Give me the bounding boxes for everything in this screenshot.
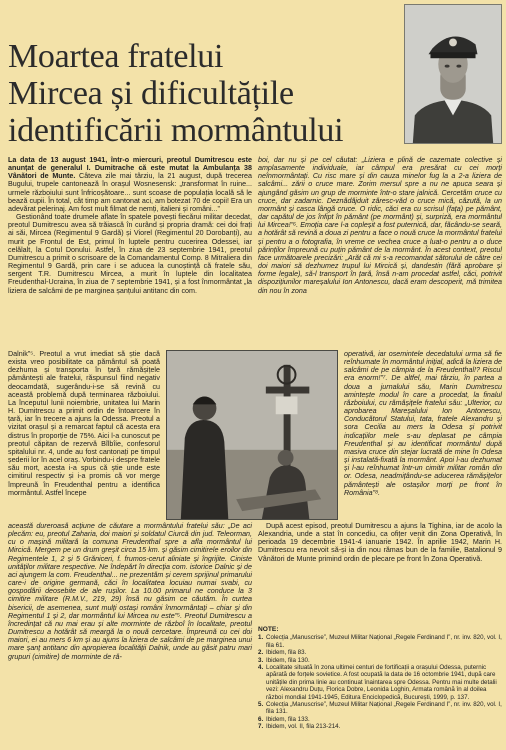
title-line-1: Moartea fratelui bbox=[8, 38, 224, 75]
paragraph: boi, dar nu și pe cel căutat: „Liziera e plină de cazemate colective și amplasamente individuale, iar câmpul era presărat cu cei morți neînmormântați. Cu risc mare și din cauza minelor fug la a 2-a liziera de salcâmi... zării o cruce mare. Zorim mersul spre a nu ne apuca seara și ajungând găsim un grup de morminte într-o stare jalnică. Cercetăm cruce cu cruce, dar zadarnic. Deznădăjduit zăresc-văd o cruce mică, căzută, la un mormânt și casca lângă cruce. O ridic, căci era cu scrisul (fața) pe pământ, dar capătul de jos înfipt în pământ (pe mormânt) și, surpriză, era mormântul lui Mircea!”⁶. Emoția care l-a copleșit a fost puternică, dar, făcându-se seară, a hotărât să revină a doua zi pentru a face o nouă cruce la mormântul fratelui și pentru a o fotografia, în vreme ce vechea cruce a luat-o pentru a o duce părinților împreună cu puțin pământ de la mormânt. În acest context, preotul face următoarele precizări: „Arăt că mi s-a recomandat sătorului de către cei doi maiori să dezhumez trupul lui Mircică și, dandestin (fără aprobare și forme legale), să-l transport în țară, însă n-am procedat astfel, căci, potrivit dispozițiunilor mareșalului Ion Antonescu, dacă eram descoperit, mă trimitea din nou în zona bbox=[258, 156, 502, 295]
footnote bbox=[258, 716, 502, 723]
article-lead: La data de 13 august 1941, într-o miercuri, preotul Dumitrescu este anunțat de generalul I. Dumitrache că este mutat la Ambulanța 38 Vânători de Munte. bbox=[8, 156, 252, 181]
paragraph: această dureroasă acțiune de căutare a mormântului fratelui său: „De aci plecăm: eu, preotul Zaharia, doi maiori și soldatul Ciurcă din jud. Teleorman, cu o mașină militară la comuna Freudenthal spre a afla mormântul lui Mircică. Mergem pe un drum greșit circa 15 km. și găsim cimitirele eroilor din Regimentele 1, 2 și 5 Grăniceri, f. frumos-cerut aliniate și îngrijite. Ciniste unităților militare respective. Ne îndepărt în direcția com. istorice Dalnic și de aci ajungem la com. Freudenthal... ne prezentăm și cerem sprijinul primarului care-i de origine germană, căci în localitatea locuiau numai svabi, cu gospodării deosebite de ale rușilor. La 10.00 primarul ne conduce la 3 cimitire militare (R.M.V., 219, 29) însă nu găsim ce căutăm. În curtea bisericii, de asemenea, sunt mulți ostași români înmormântați – chiar și din Regimentul 1 și 2, dar mormântul lui Mircea nu este”⁵. Preotul Dumitrescu a încredințat că nu mai erau și alte morminte de războî în localitate, preotul Dumitrescu a hotărât să meargă la o nouă cercetare. Împreună cu cei doi maiori, ei au mers 6 km și au ajuns la liziera de salcâmi de pe marginea unui mare șanț antitanc din apropierea localității Dalnik, unde au găsit patru mari grupuri (cimitire) de morminte de ră- bbox=[8, 522, 252, 661]
footnote bbox=[258, 657, 502, 664]
footnote bbox=[258, 649, 502, 656]
title-line-3: identificării mormântului bbox=[8, 112, 344, 149]
title-line-2: Mircea și dificultățile bbox=[8, 75, 294, 112]
footnote-text: Ibidem, fila 133. bbox=[266, 715, 310, 723]
footnote-text: Ibidem, fila 83. bbox=[266, 649, 307, 657]
footnote-number: 5. bbox=[258, 701, 264, 709]
footnote-text: Ibidem, fila 130. bbox=[266, 656, 310, 664]
footnote bbox=[258, 634, 502, 649]
paragraph: operativă, iar osemintele decedatului urma să fie reînhumate în mormântul inițial, adică la liziera de salcâmi de pe câmpia de la Freudenthal!? Riscul era enorm!”⁷. De altfel, mai târziu, în partea a doua a jurnalului său, Marin Dumitrescu amintește modul în care a procedat, la finalul războiului, cu rămășițele fratelui său: „Ulterior, cu aprobarea Mareșalului Ion Antonescu, Conducătorul Statului, tata, fratele Alexandru și sora Cecilia au mers la Odesa și potrivit indicațiilor mele s-au deplasat pe câmpia Freudenthal și au identificat mormântul după masiva cruce din stejar lucrată de mine în Odesa și instalată-fixată la mormânt. Apoi l-au dezhumat și l-au reînhumat într-un cimitir militar român din or. Odesa, neadmițându-se aducerea rămășițelor pământești ale ostașilor morți pe front în România”⁸. bbox=[344, 350, 502, 497]
footnote bbox=[258, 664, 502, 701]
footnote-text: Colecția „Manuscrise”, Muzeul Militar Național „Regele Ferdinand I”, nr. inv. 820, vol. I, fila 131. bbox=[266, 701, 502, 716]
article-title bbox=[8, 38, 428, 149]
column-right-top bbox=[258, 156, 502, 295]
column-left-bottom bbox=[8, 522, 252, 661]
footnote-number: 3. bbox=[258, 656, 264, 664]
column-right-bottom bbox=[258, 522, 502, 563]
footnote bbox=[258, 701, 502, 716]
paragraph: După acest episod, preotul Dumitrescu a ajuns la Tighina, iar de acolo la Alexandria, unde a stat în concediu, ca ofițer venit din Zona Operativă, în perioada 19 decembrie 1941-4 ianuarie 1942. În aprilie 1942, Marin H. Dumitrescu era nevoit să-și ia din nou rămas bun de la familie, Batalionul 9 Vânători de Munte primind ordin de plecare pe front în Zona Operativă. bbox=[258, 522, 502, 563]
footnote-number: 7. bbox=[258, 723, 264, 731]
column-left-top bbox=[8, 156, 252, 295]
footnote-number: 1. bbox=[258, 634, 264, 642]
footnote-number: 4. bbox=[258, 664, 264, 672]
footnote bbox=[258, 723, 502, 730]
footnotes bbox=[258, 626, 502, 731]
grave-photo bbox=[166, 350, 338, 520]
footnote-number: 6. bbox=[258, 715, 264, 723]
portrait-photo bbox=[404, 4, 502, 144]
footnote-text: Localitate situată în zona ultimei centuri de fortificații a orașului Odessa, puternic apărată de forțele sovietice. A fost ocupată la data de 16 octombrie 1941, după care unitățile din prima linie au continuat înaintarea spre Odessa. Pentru mai multe detalii vezi: Alexandru Duțu, Florica Dobre, Leonida Loghin, Armata română în al doilea război mondial 1941-1945, Editura Enciclopedică, București, 1999, p. 137. bbox=[266, 664, 497, 701]
footnote-number: 2. bbox=[258, 649, 264, 657]
paragraph: Gestionând toate drumele aflate în spatele povești fiecărui militar decedat, preotul Dumitrescu avea să trăiască în curând și propria dramă: cei doi frați ai săi, Mircea (Regimentul 9 Gardă) și Viorel (Regimentul 20 Dorobanți), au murit pe Frontul de Est, primul în luptele pentru cucerirea Odessei, iar celălalt, la Cotul Donului. Astfel, în ziua de 23 septembrie 1941, preotul Dumitrescu a primit o scrisoare de la Comandamentul Comp. 8 Mitraliera din Regimentul 9 Gardă, prin care i se aducea la cunoștință că fratele său, sergent T.R. Dumitrescu Mircea, a murit în luptele din localitatea Freudenthal-Ucraina, în ziua de 7 septembrie 1941, și a fost înmormântat „la liziera de salcâmi de pe marginea șanțului antitanc din com. bbox=[8, 213, 252, 295]
footnote-text: Ibidem, vol. II, fila 213-214. bbox=[266, 723, 341, 731]
footnote-text: Colecția „Manuscrise”, Muzeul Militar Național „Regele Ferdinand I”, nr. inv. 820, vol. I, fila 61. bbox=[266, 634, 502, 649]
notes-heading: NOTE: bbox=[258, 626, 279, 633]
paragraph: Câteva zile mai târziu, la 21 august, după trecerea Bugului, trupele cantonează în orașul Wosnesensk: „transformat în ruine... urmele războiului sunt înfricoșătoare... sunt scoase de populația locală să le bează cupii. În total, cât timp am cantonat aci, am botezat 70 de copii! Era un adevărat pelerinaj. Am fost mult filmat de nemți, italieni și români...” bbox=[8, 172, 252, 213]
paragraph: Dalnik”⁵. Preotul a vrut imediat să știe dacă exista vreo posibilitate ca pământul să poată dezhuma și transporta în țară rămășițele pământești ale fratelui, răspunsul fiind negativ deocamdată, sugerându-i-se să revină cu această problemă după terminarea războiului. La începutul lunii noiembrie, unitatea lui Marin H. Dumitrescu a primit ordin de întoarcere în țară, iar în trecere a ajuns la Odessa. Preotul a vizitat orașul și a remarcat faptul că acesta era distrus în proporție de 75%. Aici l-a cunoscut pe preotul căpitan de rezervă Bîlbîie, confesorul spitalului nr. 4, unde au fost cantonați pe timpul șederii lor în acel oraș. Vorbindu-i despre fratele său mort, acesta i-a spus că știe unde este cimitirul respectiv și i-a promis că vor merge împreună în Freudenthal pentru a identifica mormântul. Astfel începe bbox=[8, 350, 160, 497]
column-left-middle bbox=[8, 350, 160, 497]
column-right-middle bbox=[344, 350, 502, 497]
